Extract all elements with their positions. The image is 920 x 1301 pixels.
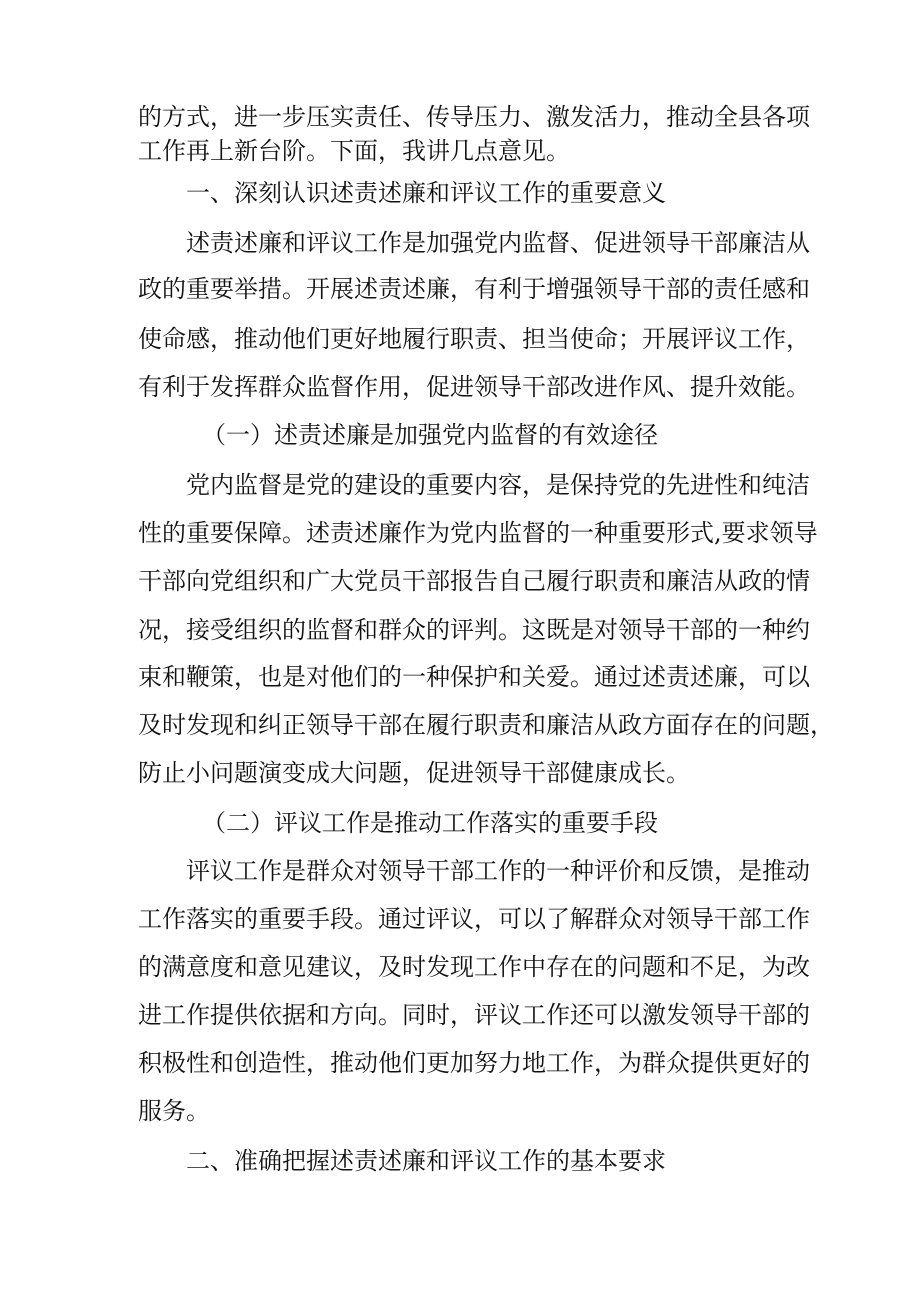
text-line: 评议工作是群众对领导干部工作的一种评价和反馈，是推动 [186,857,810,885]
text-line: 性的重要保障。述责述廉作为党内监督的一种重要形式,要求领导 [138,519,818,547]
text-line: 积极性和创造性，推动他们更加努力地工作，为群众提供更好的 [138,1049,810,1077]
section-heading: 二、准确把握述责述廉和评议工作的基本要求 [186,1147,666,1175]
text-line: 服务。 [138,1097,210,1125]
section-heading: 一、深刻认识述责述廉和评议工作的重要意义 [186,179,666,207]
text-line: 干部向党组织和广大党员干部报告自己履行职责和廉洁从政的情 [138,567,810,595]
text-line: 束和鞭策，也是对他们的一种保护和关爱。通过述责述廉，可以 [138,663,810,691]
text-line: 工作再上新台阶。下面，我讲几点意见。 [138,137,570,165]
text-line: 党内监督是党的建设的重要内容，是保持党的先进性和纯洁 [186,471,810,499]
text-line: 防止小问题演变成大问题，促进领导干部健康成长。 [138,759,690,787]
text-line: 况，接受组织的监督和群众的评判。这既是对领导干部的一种约 [138,616,810,644]
text-line: 使命感，推动他们更好地履行职责、担当使命；开展评议工作， [138,325,810,353]
text-line: 述责述廉和评议工作是加强党内监督、促进领导干部廉洁从 [186,229,810,257]
text-line: 有利于发挥群众监督作用，促进领导干部改进作风、提升效能。 [138,373,810,401]
subsection-heading: （一）述责述廉是加强党内监督的有效途径 [202,421,658,449]
text-line: 工作落实的重要手段。通过评议，可以了解群众对领导干部工作 [138,905,810,933]
text-line: 进工作提供依据和方向。同时，评议工作还可以激发领导干部的 [138,1001,810,1029]
subsection-heading: （二）评议工作是推动工作落实的重要手段 [202,809,658,837]
text-line: 及时发现和纠正领导干部在履行职责和廉洁从政方面存在的问题， [138,711,834,739]
text-line: 政的重要举措。开展述责述廉，有利于增强领导干部的责任感和 [138,275,810,303]
text-line: 的满意度和意见建议，及时发现工作中存在的问题和不足，为改 [138,953,810,981]
text-line: 的方式，进一步压实责任、传导压力、激发活力，推动全县各项 [138,103,810,131]
